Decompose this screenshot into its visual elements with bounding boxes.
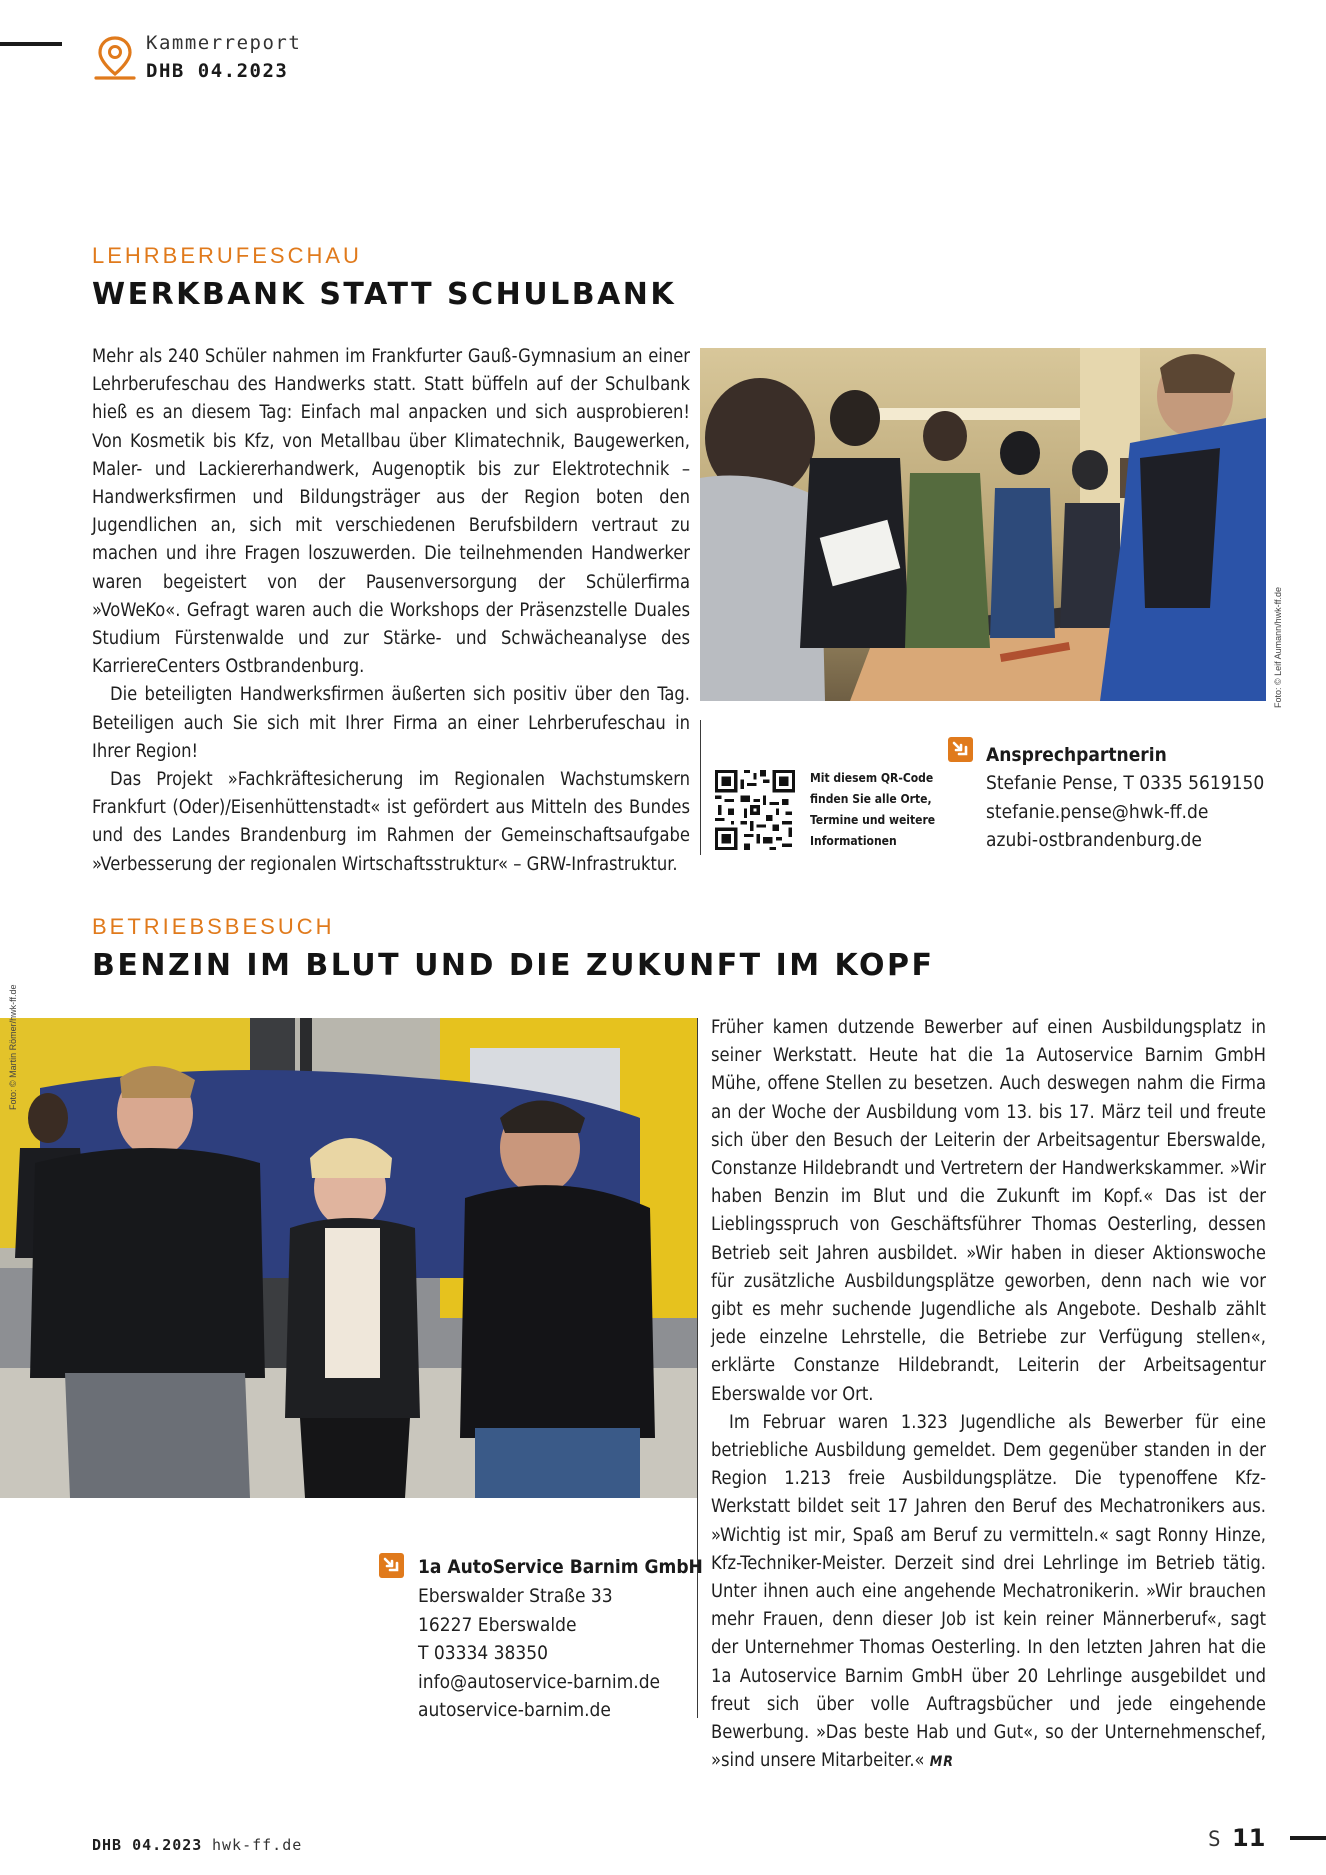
article1-photo [700, 348, 1266, 701]
article2-kicker: BETRIEBSBESUCH [92, 914, 335, 939]
footer-site[interactable]: hwk-ff.de [212, 1836, 303, 1854]
article1-paragraph: Das Projekt »Fachkräftesicherung im Regionalen Wachstumskern Frankfurt (Oder)/Eisenhüttenstadt« ist gefördert aus Mitteln des Bundes und des Landes Brandenburg im Rahmen der Gemeinschaftsaufgabe »Verbesserung der regionalen Wirtschaftsstruktur« – GRW-Infrastruktur. [92, 769, 690, 875]
article2-paragraph: Im Februar waren 1.323 Jugendliche als Bewerber für eine betriebliche Ausbildung gemeldet. Dem gegenüber standen in der Region 1.213 freie Ausbildungsplätze. Die typenoffene Kfz-Werkstatt bildet seit 17 Jahren den Beruf des Mechatronikers aus. »Wichtig ist mir, Spaß am Beruf zu vermitteln.« sagt Ronny Hinze, Kfz-Techniker-Meister. Derzeit sind drei Lehrlinge im Betrieb tätig. Unter ihnen auch eine angehende Mechatronikerin. »Wir brauchen mehr Frauen, denn dieser Job ist kein reiner Männerberuf«, sagt der Unternehmer Thomas Oesterling. In den letzten Jahren hat die 1a Autoservice Barnim GmbH über 20 Lehrlinge ausgebildet und freut sich über volle Auftragsbücher und jede eingehende Bewerbung. »Das beste Hab und Gut«, so der Unternehmenschef, »sind unsere Mitarbeiter.« MR [711, 1411, 1266, 1772]
contact1-name-phone: Stefanie Pense, T 0335 5619150 [986, 772, 1265, 794]
article1-photo-credit: Foto: © Leif Aumann/hwk-ff.de [1273, 586, 1283, 708]
article1-headline: WERKBANK STATT SCHULBANK [92, 277, 677, 312]
contact2-title: 1a AutoService Barnim GmbH [418, 1556, 703, 1578]
qr-caption: Mit diesem QR-Code finden Sie alle Orte, Termine und weitere Informationen [810, 771, 936, 848]
column-divider [700, 720, 701, 855]
article1-paragraph: Die beteiligten Handwerksfirmen äußerten sich positiv über den Tag. Beteiligen auch Sie sich mit Ihrer Firma an einer Lehrberufeschau in Ihrer Region! [92, 684, 690, 762]
author-initials: MR [929, 1754, 954, 1771]
contact-arrow-icon [948, 737, 973, 762]
contact2-details [418, 1582, 660, 1725]
header-issue: DHB 04.2023 [146, 60, 289, 82]
footer-rule [1290, 1836, 1326, 1840]
article2-body [711, 1014, 1266, 1776]
location-pin-icon [92, 34, 138, 82]
contact1-details [986, 769, 1264, 855]
contact2-website[interactable]: autoservice-barnim.de [418, 1699, 611, 1721]
footer-page-number: 11 [1232, 1824, 1266, 1852]
contact2-email[interactable]: info@autoservice-barnim.de [418, 1670, 661, 1693]
contact1-website[interactable]: azubi-ostbrandenburg.de [986, 829, 1202, 851]
article2-photo-credit: Foto: © Martin Römer/hwk-ff.de [8, 984, 18, 1110]
contact1-title: Ansprechpartnerin [986, 744, 1167, 766]
article1-paragraph: Mehr als 240 Schüler nahmen im Frankfurter Gauß-Gymnasium an einer Lehrberufeschau des Handwerks statt. Statt büffeln auf der Schulbank hieß es an diesem Tag: Einfach mal anpacken und sich ausprobieren! Von Kosmetik bis Kfz, von Metallbau über Klimatechnik, Baugewerken, Maler- und Lackiererhandwerk, Augenoptik bis zur Elektrotechnik – Handwerksfirmen und Bildungsträger aus der Region boten den Jugendlichen an, sich mit verschiedenen Berufsbildern vertraut zu machen und ihre Fragen loszuwerden. Die teilnehmenden Handwerker waren begeistert von der Pausenversorgung der Schülerfirma »VoWeKo«. Gefragt waren auch die Workshops der Präsenzstelle Duales Studium Fürstenwalde und zur Stärke- und Schwächeanalyse des KarriereCenters Ostbrandenburg. [92, 346, 690, 678]
qr-code-icon [715, 770, 795, 850]
header-kicker: Kammerreport [146, 32, 302, 54]
footer-page-prefix: S [1208, 1827, 1221, 1851]
footer-issue: DHB 04.2023 [92, 1836, 203, 1854]
article2-headline: BENZIN IM BLUT UND DIE ZUKUNFT IM KOPF [92, 948, 935, 983]
contact1-email[interactable]: stefanie.pense@hwk-ff.de [986, 800, 1209, 823]
article1-kicker: LEHRBERUFESCHAU [92, 243, 362, 268]
article2-paragraph: Früher kamen dutzende Bewerber auf einen Ausbildungsplatz in seiner Werkstatt. Heute hat die 1a Autoservice Barnim GmbH Mühe, offene Stellen zu besetzen. Auch deswegen nahm die Firma an der Woche der Ausbildung vom 13. bis 17. März teil und freute sich über den Besuch der Leiterin der Arbeitsagentur Eberswalde, Constanze Hildebrandt und Vertretern der Handwerkskammer. »Wir haben Benzin im Blut und die Zukunft im Kopf.« Das ist der Lieblingsspruch von Geschäftsführer Thomas Oesterling, dessen Betrieb seit Jahren ausbildet. »Wir haben in dieser Aktionswoche für zusätzliche Ausbildungsplätze geworben, denn nach wie vor gibt es mehr suchende Jugendliche als Angebote. Deshalb zählt jede einzelne Lehrstelle, die Betriebe zur Verfügung stellen«, erklärte Constanze Hildebrandt, Leiterin der Arbeitsagentur Eberswalde vor Ort. [711, 1017, 1266, 1405]
contact2-street: Eberswalder Straße 33 [418, 1585, 613, 1607]
article2-photo [0, 1018, 697, 1498]
contact2-phone: T 03334 38350 [418, 1642, 549, 1664]
contact2-city: 16227 Eberswalde [418, 1613, 577, 1636]
article1-body [92, 343, 690, 879]
column-divider [697, 1018, 698, 1718]
contact-arrow-icon [379, 1553, 404, 1578]
header-rule [0, 42, 62, 46]
